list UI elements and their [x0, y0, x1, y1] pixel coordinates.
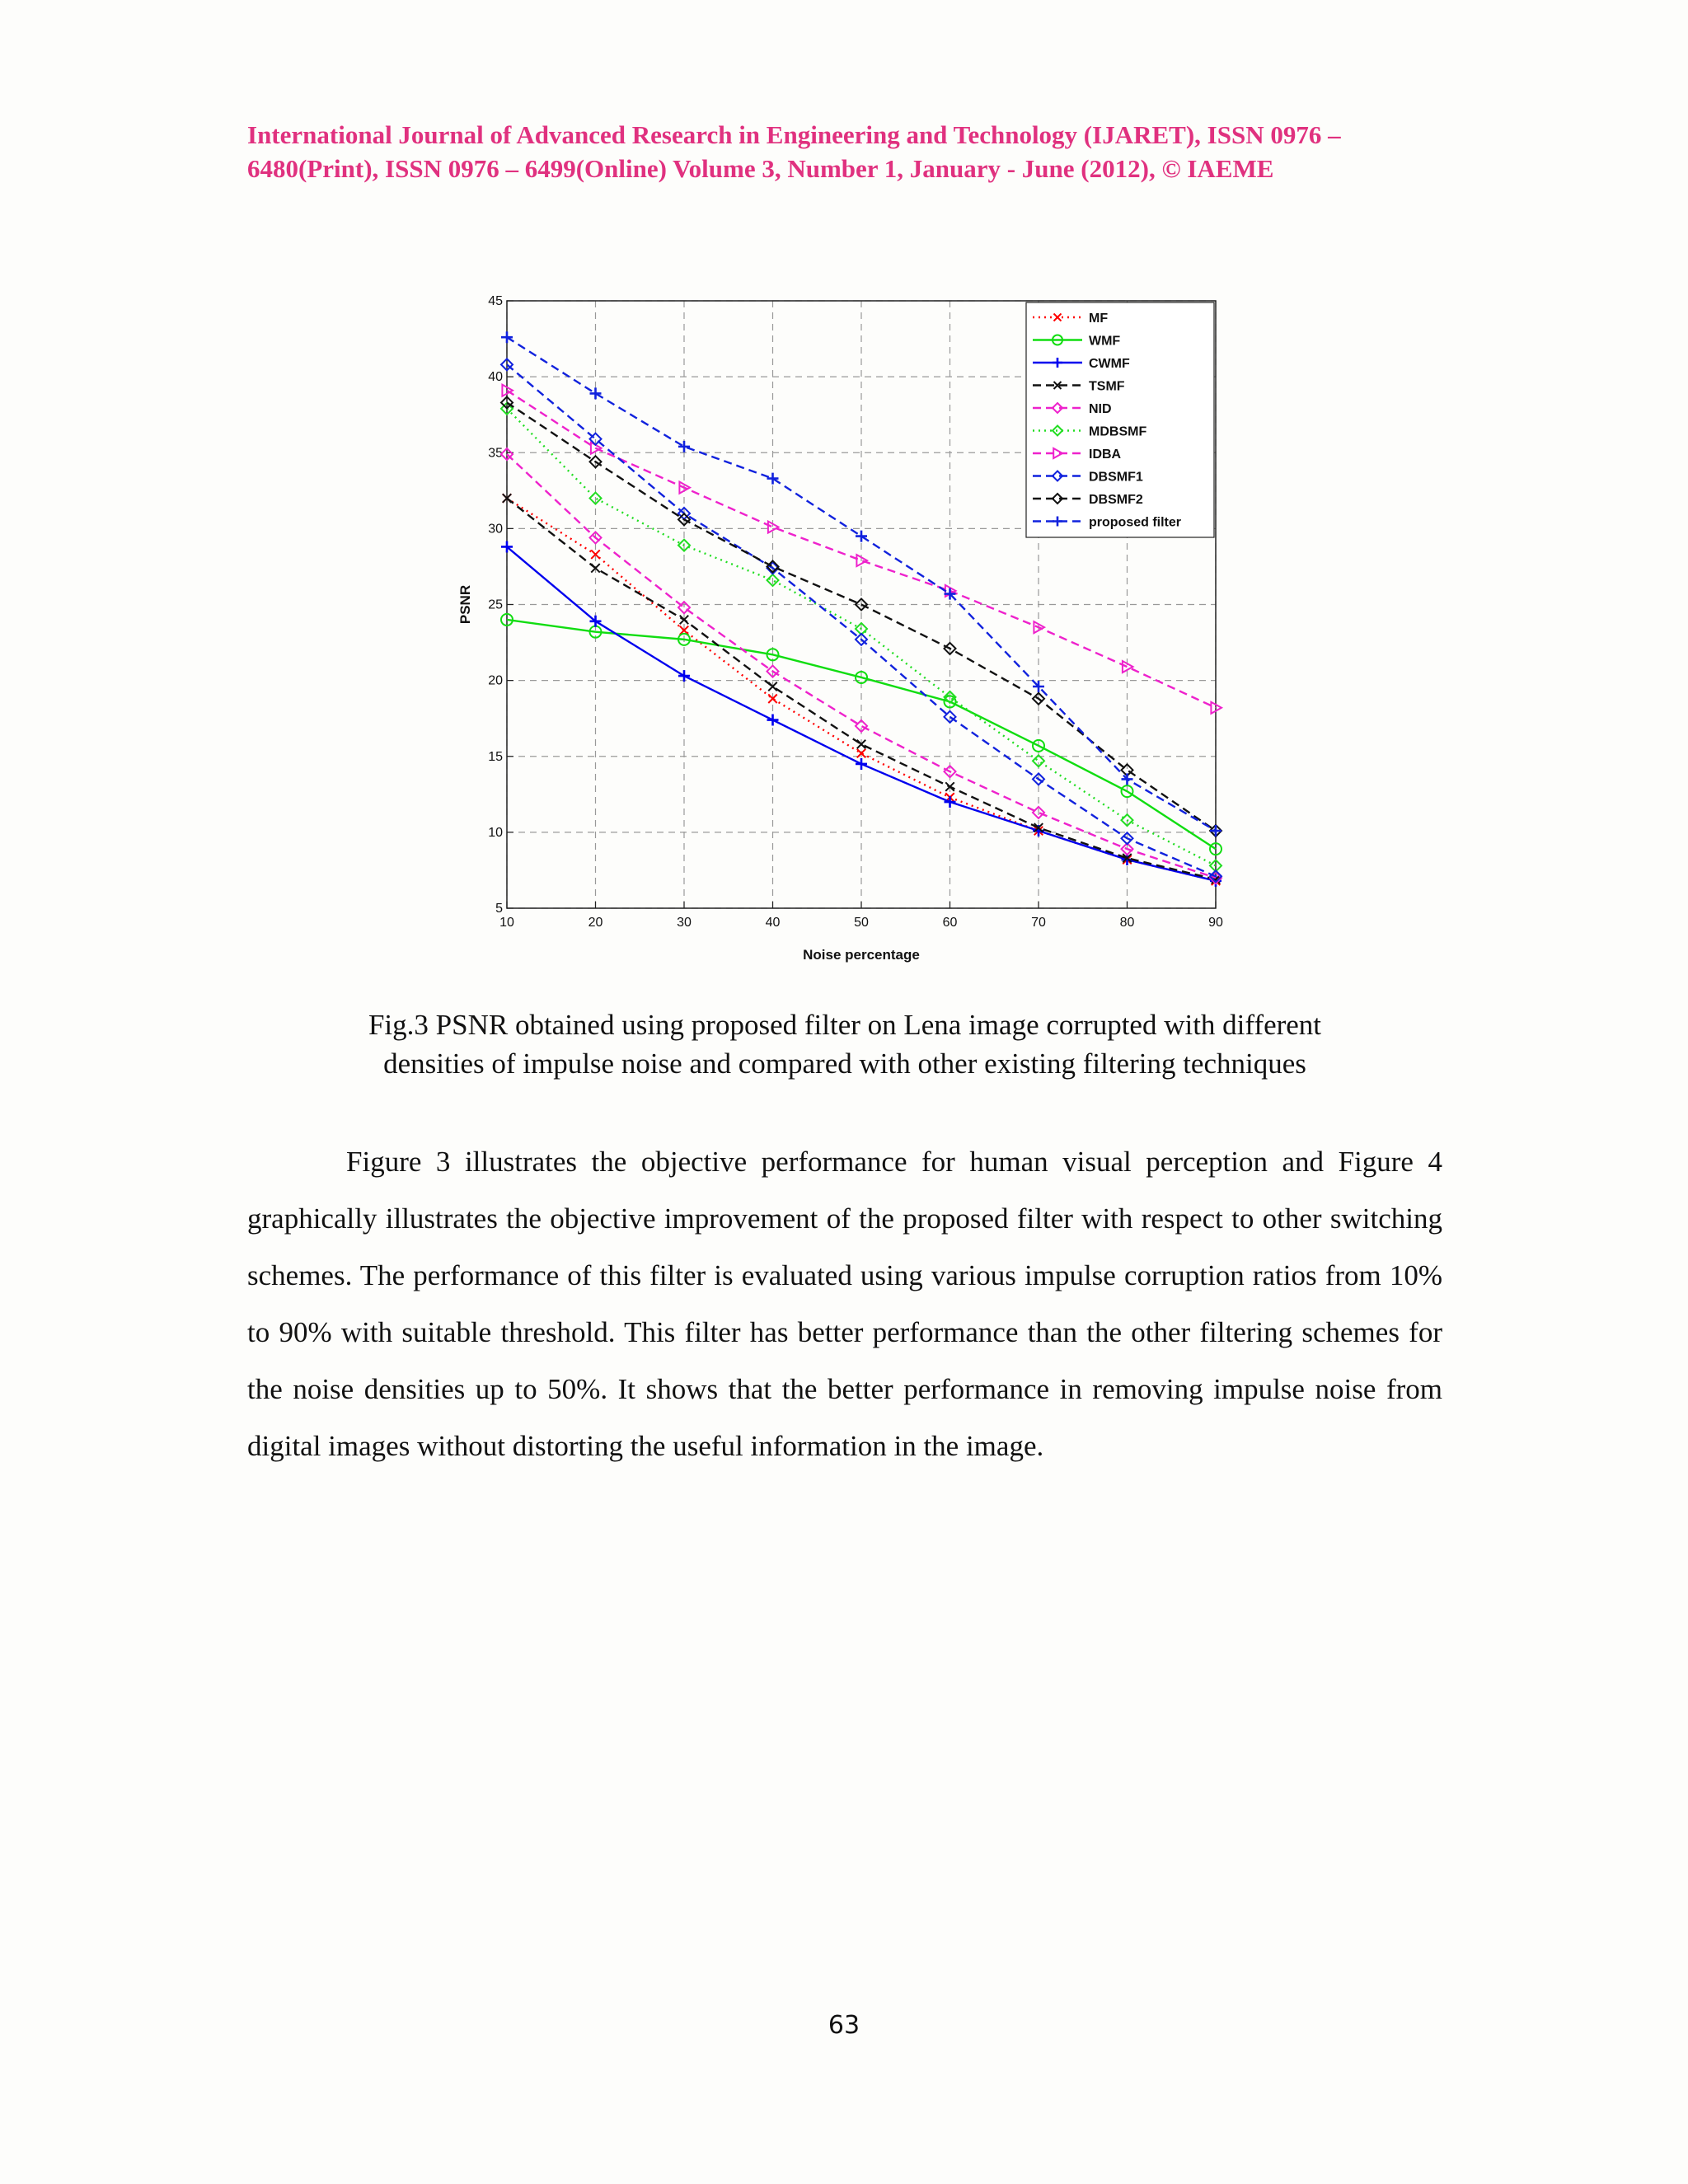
data-point: [856, 531, 867, 542]
legend-label: MDBSMF: [1089, 424, 1147, 439]
series-line: [507, 546, 1216, 880]
data-point: [856, 758, 867, 770]
y-tick-label: 45: [488, 294, 503, 308]
y-axis-label: PSNR: [457, 584, 473, 625]
x-tick-label: 40: [765, 916, 781, 930]
data-point: [501, 331, 513, 343]
legend-label: CWMF: [1089, 357, 1130, 371]
y-tick-label: 10: [488, 825, 503, 840]
x-tick-label: 70: [1031, 916, 1046, 930]
data-point: [767, 715, 779, 726]
data-point: [768, 522, 779, 533]
data-point: [1210, 825, 1221, 837]
data-point: [1123, 661, 1133, 673]
legend-label: MF: [1089, 312, 1109, 326]
x-tick-label: 90: [1208, 916, 1223, 930]
legend-label: TSMF: [1089, 379, 1125, 394]
legend-label: DBSMF1: [1089, 470, 1143, 485]
y-tick-label: 5: [495, 902, 503, 916]
legend-label: WMF: [1089, 334, 1121, 349]
legend-label: NID: [1089, 402, 1112, 416]
data-point: [590, 387, 602, 399]
data-point: [767, 473, 779, 485]
chart-legend: [1026, 302, 1214, 537]
y-tick-label: 35: [488, 446, 503, 461]
y-tick-label: 20: [488, 673, 503, 688]
data-point: [945, 796, 956, 808]
x-tick-label: 50: [854, 916, 869, 930]
x-tick-label: 20: [588, 916, 603, 930]
figure-caption-line-1: Fig.3 PSNR obtained using proposed filter on Lena image corrupted with different: [368, 1009, 1322, 1041]
x-axis-label: Noise percentage: [803, 947, 920, 963]
y-tick-label: 15: [488, 749, 503, 764]
x-tick-label: 10: [499, 916, 514, 930]
x-tick-label: 60: [942, 916, 958, 930]
page-number: 63: [828, 2011, 860, 2040]
data-point: [1122, 773, 1133, 785]
y-tick-label: 25: [488, 598, 503, 612]
data-point: [856, 555, 867, 566]
figure-caption-line-2: densities of impulse noise and compared with other existing filtering techniques: [383, 1047, 1306, 1080]
x-tick-label: 30: [677, 916, 692, 930]
legend-label: IDBA: [1089, 448, 1122, 462]
journal-header: [247, 118, 1442, 185]
journal-header-line-2: 6480(Print), ISSN 0976 – 6499(Online) Volume 3, Number 1, January - June (2012), © IAEME: [247, 154, 1274, 183]
y-tick-label: 30: [488, 522, 503, 537]
journal-header-line-1: International Journal of Advanced Research in Engineering and Technology (IJARET), ISSN 0976 –: [247, 120, 1341, 149]
figure-caption: [247, 1005, 1442, 1083]
legend-label: proposed filter: [1089, 515, 1182, 530]
data-point: [678, 441, 690, 452]
x-tick-label: 80: [1119, 916, 1135, 930]
y-tick-label: 40: [488, 370, 503, 385]
body-paragraph: Figure 3 illustrates the objective performance for human visual perception and Figure 4 graphically illustrates the objective improvement of the proposed filter with respect to other switching schemes. The performance of this filter is evaluated using various impulse corruption ratios from 10% to 90% with suitable threshold. This filter has better performance than the other filtering schemes for the noise densities up to 50%. It shows that the better performance in removing impulse noise from digital images without distorting the useful information in the image.: [247, 1146, 1442, 1462]
psnr-line-chart: [445, 280, 1236, 972]
data-point: [678, 670, 690, 682]
legend-label: DBSMF2: [1089, 493, 1143, 507]
